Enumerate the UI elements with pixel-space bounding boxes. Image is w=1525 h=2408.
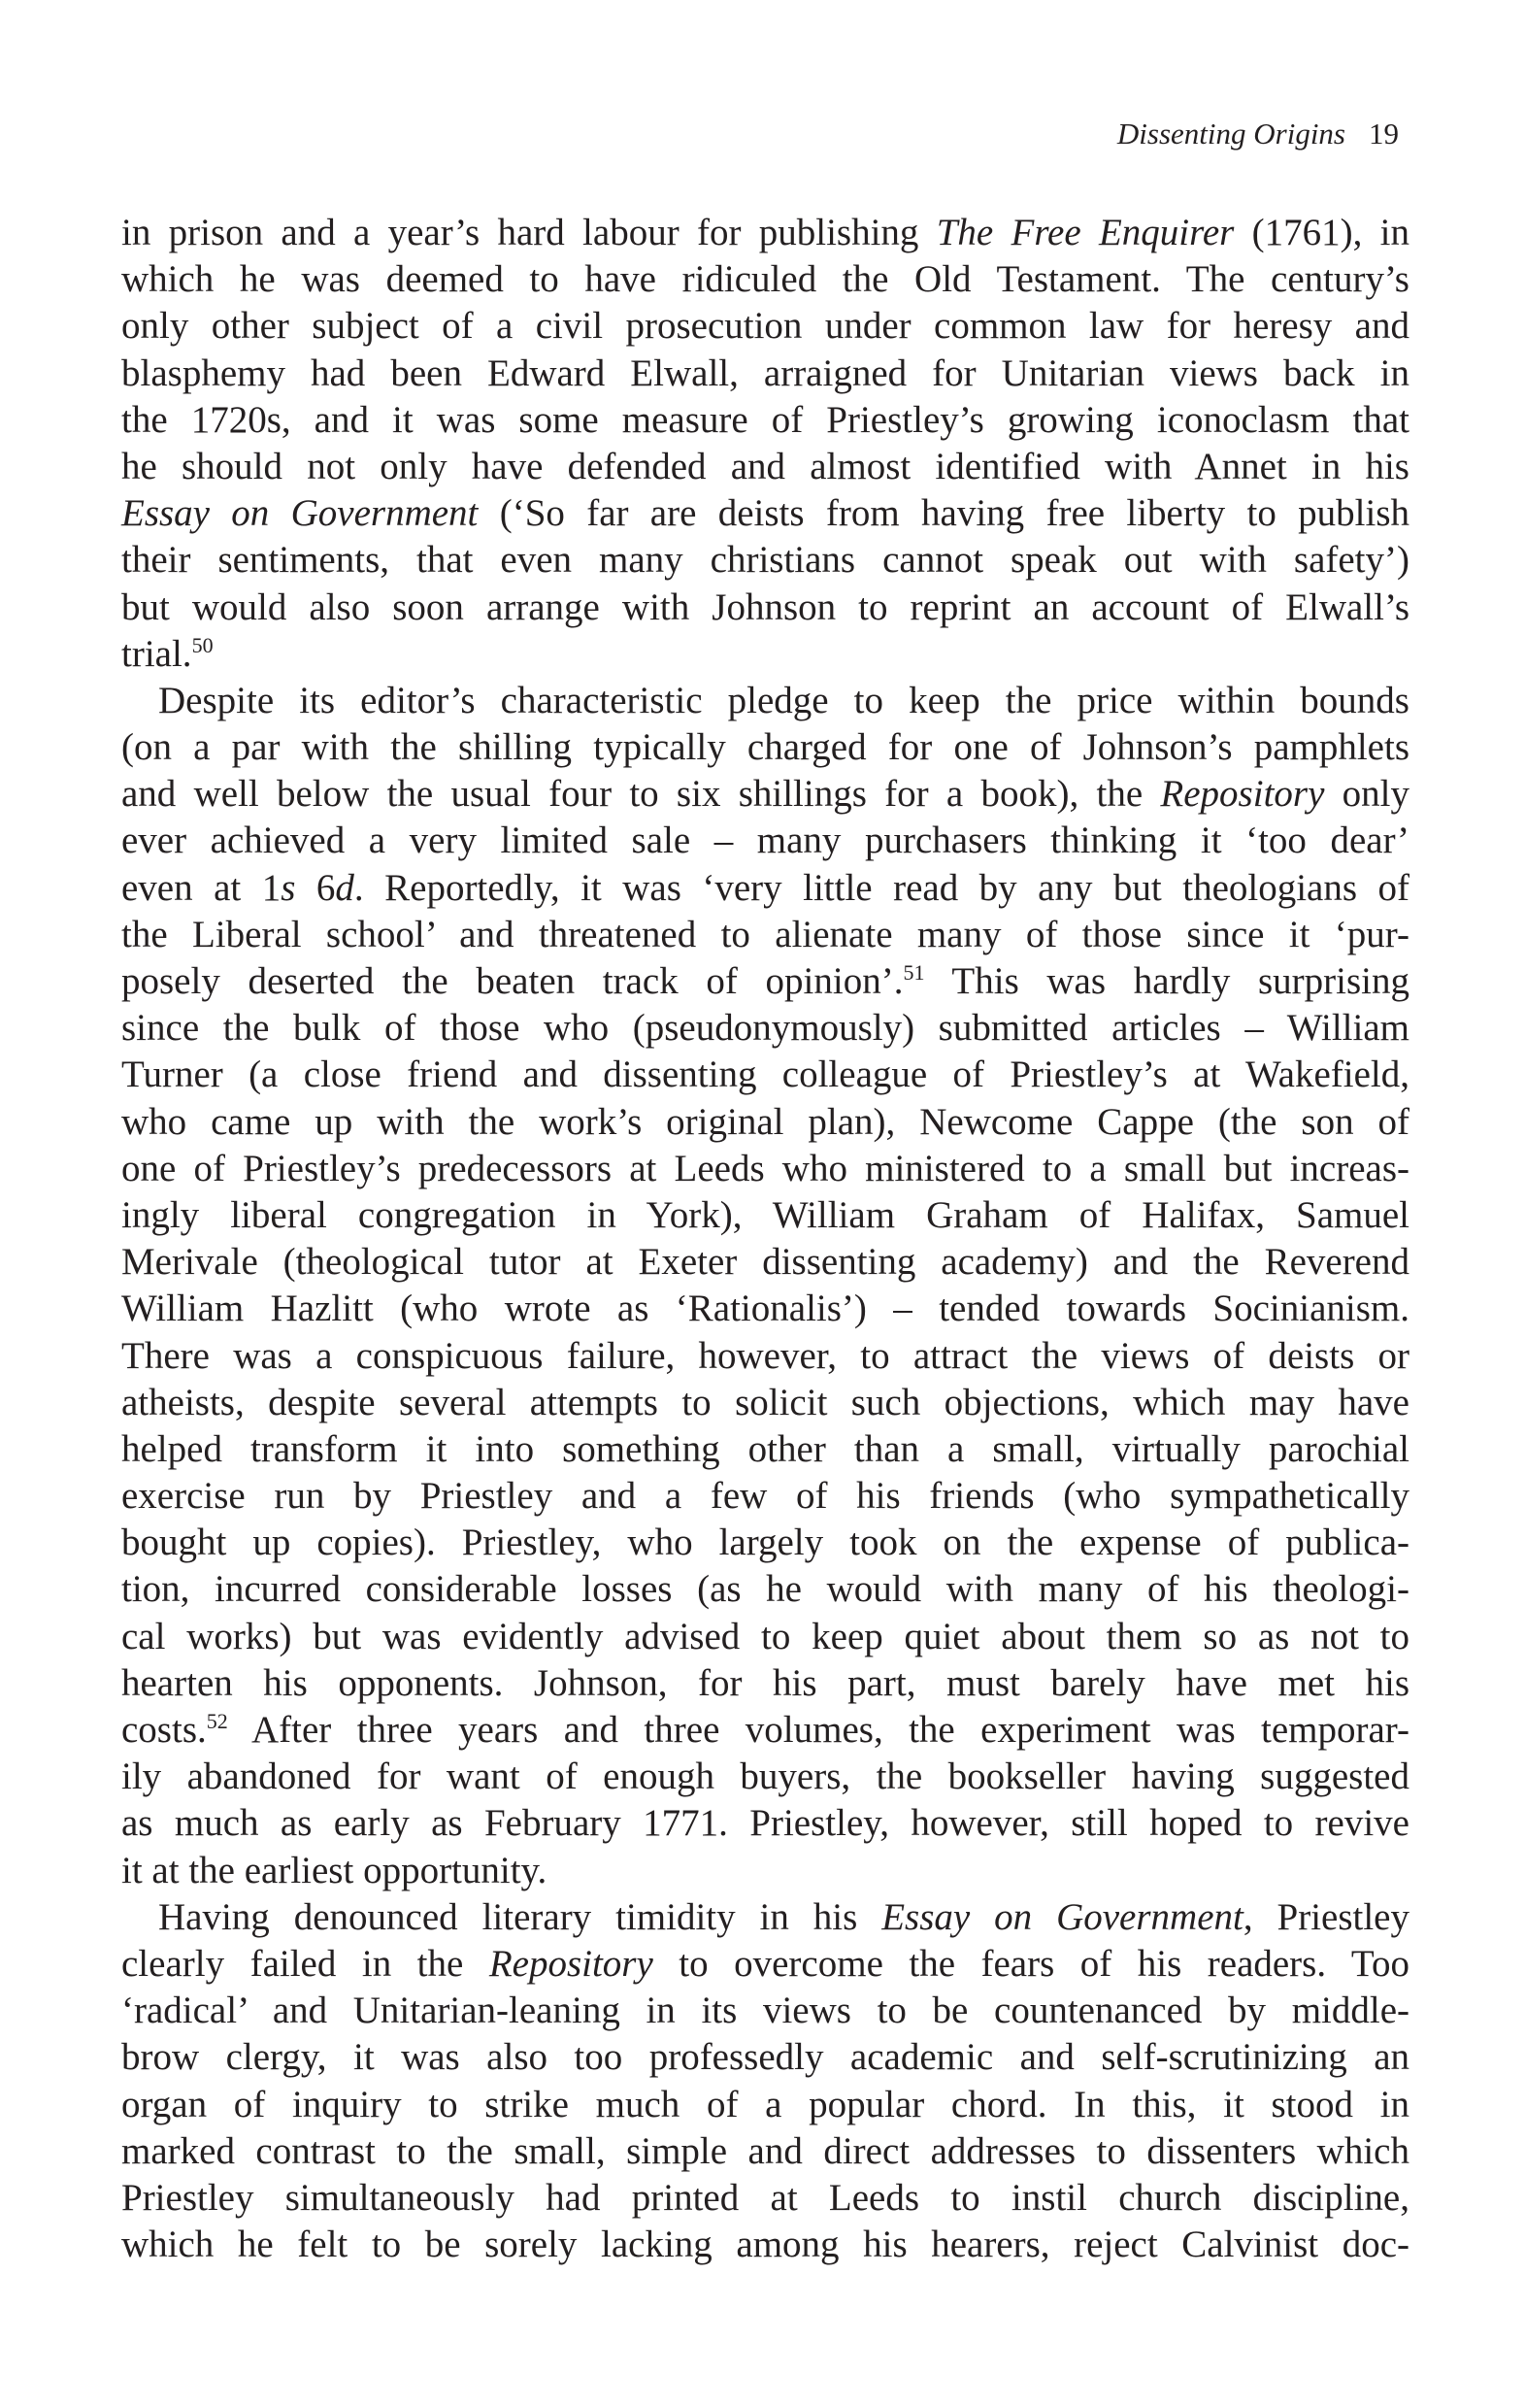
italic-text: s bbox=[281, 866, 296, 909]
paragraph bbox=[121, 1894, 1409, 2269]
text-run: which he was deemed to have ridiculed the Old Testament. The century’s bbox=[121, 258, 1409, 301]
text-line bbox=[121, 631, 1409, 678]
italic-text: d bbox=[335, 866, 354, 909]
text-run: the Liberal school’ and threatened to alienate many of those since it ‘pur- bbox=[121, 913, 1409, 955]
text-run: only other subject of a civil prosecution under common law for heresy and bbox=[121, 305, 1409, 348]
text-line bbox=[121, 2222, 1409, 2268]
text-run: in prison and a year’s hard labour for publishing bbox=[121, 212, 937, 253]
text-line bbox=[121, 1848, 1409, 1894]
italic-text: Repository bbox=[1160, 773, 1325, 816]
text-line bbox=[121, 678, 1409, 724]
text-line bbox=[121, 2034, 1409, 2081]
text-line bbox=[121, 1988, 1409, 2034]
text-line bbox=[121, 1473, 1409, 1520]
running-head bbox=[1117, 115, 1399, 153]
text-line bbox=[121, 397, 1409, 444]
text-line bbox=[121, 444, 1409, 490]
text-line bbox=[121, 1707, 1409, 1754]
paragraph bbox=[121, 678, 1409, 1894]
text-line bbox=[121, 1052, 1409, 1098]
text-run: their sentiments, that even many christians cannot speak out with safety’) bbox=[121, 539, 1409, 582]
text-line bbox=[121, 585, 1409, 631]
text-run: clearly failed in the bbox=[121, 1942, 489, 1985]
footnote-ref: 51 bbox=[903, 960, 925, 985]
text-run: cal works) but was evidently advised to keep quiet about them so as not to bbox=[121, 1615, 1409, 1657]
text-run: he should not only have defended and almost identified with Annet in his bbox=[121, 445, 1409, 487]
text-run: even at 1 bbox=[121, 866, 282, 909]
text-run: ingly liberal congregation in York), William Graham of Halifax, Samuel bbox=[121, 1193, 1409, 1236]
text-run: organ of inquiry to strike much of a popular chord. In this, it stood in bbox=[121, 2083, 1409, 2125]
text-run: (‘So far are deists from having free liberty to publish bbox=[478, 492, 1409, 535]
text-run: Turner (a close friend and dissenting colleague of Priestley’s at Wakefield, bbox=[121, 1054, 1409, 1096]
text-run: since the bulk of those who (pseudonymously) submitted articles – William bbox=[121, 1007, 1409, 1050]
text-run: only bbox=[1324, 773, 1409, 816]
text-line bbox=[121, 1239, 1409, 1286]
body-text bbox=[121, 210, 1409, 2268]
text-run: bought up copies). Priestley, who largely took on the expense of publica- bbox=[121, 1522, 1409, 1564]
text-line bbox=[121, 210, 1409, 256]
text-run: who came up with the work’s original plan), Newcome Cappe (the son of bbox=[121, 1100, 1409, 1143]
page-number: 19 bbox=[1369, 117, 1399, 150]
italic-text: The Free Enquirer bbox=[936, 212, 1235, 253]
text-run: marked contrast to the small, simple and direct addresses to dissenters which bbox=[121, 2129, 1409, 2172]
footnote-ref: 50 bbox=[191, 632, 214, 657]
text-line bbox=[121, 2082, 1409, 2128]
text-line bbox=[121, 1520, 1409, 1566]
text-run: but would also soon arrange with Johnson to reprint an account of Elwall’s bbox=[121, 585, 1409, 628]
text-line bbox=[121, 724, 1409, 771]
text-line bbox=[121, 537, 1409, 584]
text-run: William Hazlitt (who wrote as ‘Rationalis’) – tended towards Socinianism. bbox=[121, 1288, 1409, 1330]
text-run: it at the earliest opportunity. bbox=[121, 1849, 547, 1891]
text-run: the 1720s, and it was some measure of Priestley’s growing iconoclasm that bbox=[121, 398, 1409, 441]
text-run: which he felt to be sorely lacking among his hearers, reject Calvinist doc- bbox=[121, 2224, 1409, 2266]
text-run: , Priestley bbox=[1243, 1895, 1409, 1938]
text-line bbox=[121, 912, 1409, 958]
text-run: ily abandoned for want of enough buyers, the bookseller having suggested bbox=[121, 1756, 1409, 1798]
text-line bbox=[121, 818, 1409, 864]
text-run: brow clergy, it was also too professedly academic and self-scrutinizing an bbox=[121, 2036, 1409, 2079]
text-run: Priestley simultaneously had printed at Leeds to instil church discipline, bbox=[121, 2176, 1409, 2219]
italic-text: Essay on Government bbox=[881, 1895, 1243, 1938]
text-run: hearten his opponents. Johnson, for his part, must barely have met his bbox=[121, 1661, 1409, 1704]
text-line bbox=[121, 256, 1409, 303]
italic-text: Repository bbox=[488, 1942, 653, 1985]
text-run: one of Priestley’s predecessors at Leeds who ministered to a small but increas- bbox=[121, 1147, 1409, 1189]
text-line bbox=[121, 2128, 1409, 2175]
text-run: ‘radical’ and Unitarian-leaning in its views to be countenanced by middle- bbox=[121, 1990, 1409, 2032]
text-line bbox=[121, 1333, 1409, 1380]
text-run: posely deserted the beaten track of opinion’. bbox=[121, 960, 904, 1002]
text-line bbox=[121, 1005, 1409, 1052]
text-line bbox=[121, 865, 1409, 912]
text-line bbox=[121, 351, 1409, 397]
text-run: (1761), in bbox=[1234, 212, 1409, 253]
text-line bbox=[121, 1426, 1409, 1473]
text-line bbox=[121, 1099, 1409, 1146]
text-line bbox=[121, 1754, 1409, 1800]
text-line bbox=[121, 771, 1409, 818]
text-line bbox=[121, 303, 1409, 350]
italic-text: Essay on Government bbox=[121, 492, 479, 535]
text-run: After three years and three volumes, the experiment was temporar- bbox=[227, 1709, 1409, 1751]
text-line bbox=[121, 1894, 1409, 1941]
running-head-title: Dissenting Origins bbox=[1116, 117, 1345, 150]
text-run: (on a par with the shilling typically charged for one of Johnson’s pamphlets bbox=[121, 726, 1409, 769]
text-run: Despite its editor’s characteristic pledge to keep the price within bounds bbox=[158, 679, 1409, 721]
text-run: tion, incurred considerable losses (as he would with many of his theologi- bbox=[121, 1568, 1409, 1611]
text-run: Having denounced literary timidity in his bbox=[158, 1895, 882, 1938]
text-run: Merivale (theological tutor at Exeter dissenting academy) and the Reverend bbox=[121, 1241, 1409, 1284]
text-line bbox=[121, 1380, 1409, 1426]
text-line bbox=[121, 490, 1409, 537]
text-run: exercise run by Priestley and a few of his friends (who sympathetically bbox=[121, 1475, 1409, 1518]
text-line bbox=[121, 1800, 1409, 1847]
text-line bbox=[121, 958, 1409, 1005]
text-run: There was a conspicuous failure, however, to attract the views of deists or bbox=[121, 1334, 1409, 1377]
text-line bbox=[121, 1566, 1409, 1613]
text-run: to overcome the fears of his readers. Too bbox=[652, 1942, 1409, 1985]
text-line bbox=[121, 1286, 1409, 1332]
text-run: as much as early as February 1771. Priestley, however, still hoped to revive bbox=[121, 1802, 1409, 1845]
text-line bbox=[121, 1192, 1409, 1239]
text-run: helped transform it into something other than a small, virtually parochial bbox=[121, 1427, 1409, 1470]
paragraph bbox=[121, 210, 1409, 678]
text-run: ever achieved a very limited sale – many purchasers thinking it ‘too dear’ bbox=[121, 819, 1409, 862]
text-run: This was hardly surprising bbox=[924, 960, 1409, 1002]
text-run: 6 bbox=[295, 866, 336, 909]
text-run: and well below the usual four to six shillings for a book), the bbox=[121, 773, 1161, 816]
text-run: blasphemy had been Edward Elwall, arraigned for Unitarian views back in bbox=[121, 351, 1409, 394]
footnote-ref: 52 bbox=[206, 1709, 228, 1733]
text-run: trial. bbox=[121, 632, 192, 675]
paragraphs-container bbox=[121, 210, 1409, 2268]
text-line bbox=[121, 1146, 1409, 1192]
text-run: . Reportedly, it was ‘very little read by any but theologians of bbox=[353, 866, 1410, 909]
text-line bbox=[121, 1660, 1409, 1707]
text-run: costs. bbox=[121, 1709, 207, 1751]
text-line bbox=[121, 2175, 1409, 2222]
text-run: atheists, despite several attempts to solicit such objections, which may have bbox=[121, 1381, 1409, 1423]
text-line bbox=[121, 1614, 1409, 1660]
text-line bbox=[121, 1941, 1409, 1988]
